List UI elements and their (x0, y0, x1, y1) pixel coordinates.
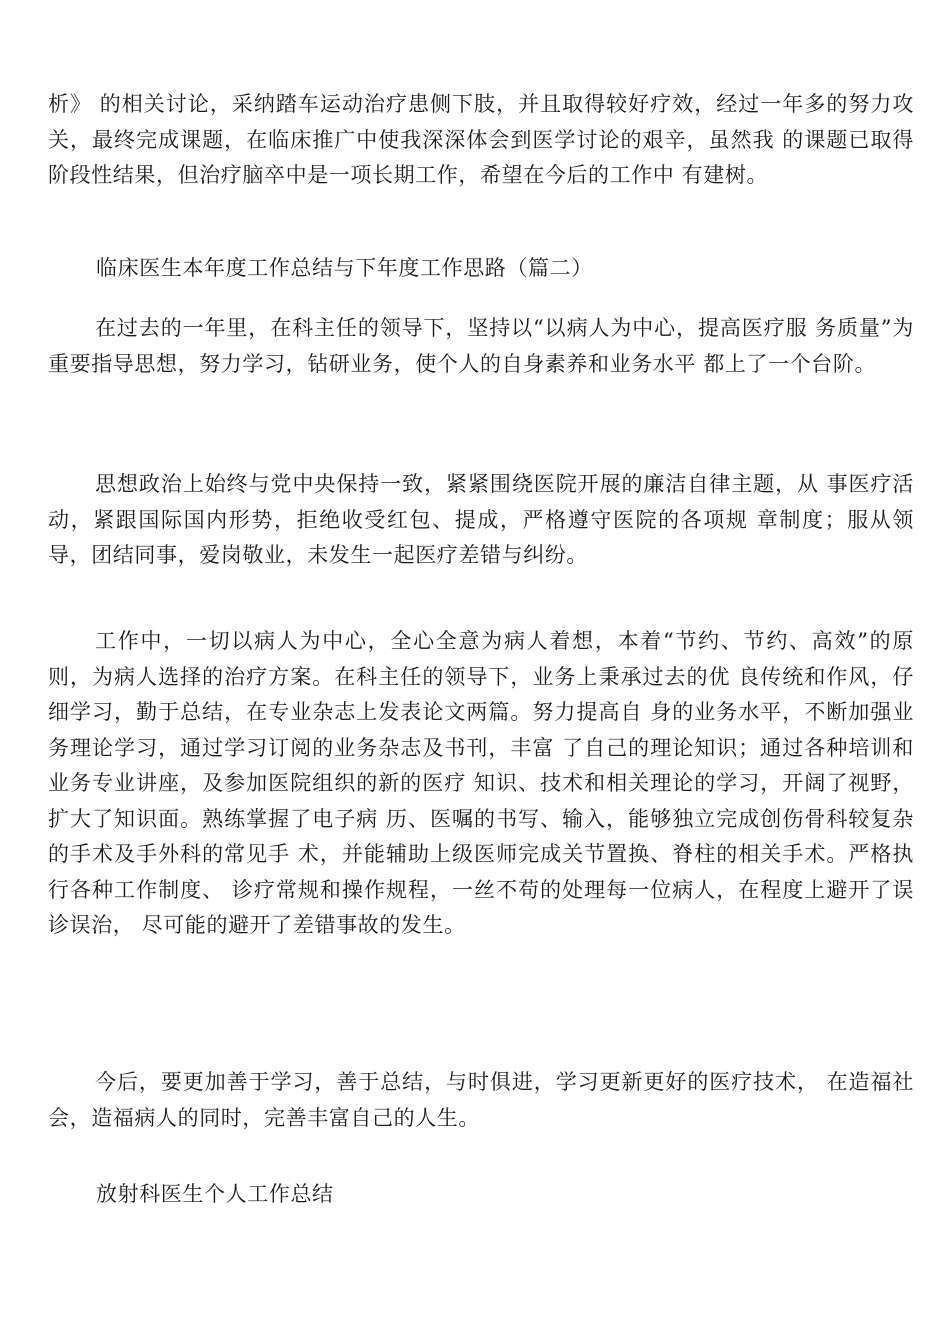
paragraph-future: 今后，要更加善于学习，善于总结，与时俱进，学习更新更好的医疗技术， 在造福社会，造福病人的同时，完善丰富自己的人生。 (48, 1070, 914, 1130)
section-heading-part-two: 临床医生本年度工作总结与下年度工作思路（篇二） (96, 256, 593, 280)
paragraph-continuation: 析》 的相关讨论，采纳踏车运动治疗患侧下肢，并且取得较好疗效，经过一年多的努力攻关，最终完成课题，在临床推广中使我深深体会到医学讨论的艰辛，虽然我 的课题已取得阶段性结果，但治疗脑卒中是一项长期工作，希望在今后的工作中 有建树。 (48, 92, 914, 187)
paragraph-work: 工作中，一切以病人为中心，全心全意为病人着想，本着“节约、节约、高效”的原则，为病人选择的治疗方案。在科主任的领导下，业务上秉承过去的优 良传统和作风，仔细学习，勤于总结，在专业杂志上发表论文两篇。努力提高自 身的业务水平，不断加强业务理论学习，通过学习订阅的业务杂志及书刊，丰富 了自己的理论知识；通过各种培训和业务专业讲座，及参加医院组织的新的医疗 知识、技术和相关理论的学习，开阔了视野，扩大了知识面。熟练掌握了电子病 历、医嘱的书写、输入，能够独立完成创伤骨科较复杂的手术及手外科的常见手 术，并能辅助上级医师完成关节置换、脊柱的相关手术。严格执行各种工作制度、 诊疗常规和操作规程，一丝不苟的处理每一位病人，在程度上避开了误诊误治， 尽可能的避开了差错事故的发生。 (48, 629, 914, 937)
paragraph-political: 思想政治上始终与党中央保持一致，紧紧围绕医院开展的廉洁自律主题，从 事医疗活动，紧跟国际国内形势，拒绝收受红包、提成，严格遵守医院的各项规 章制度；服从领导，团结同事，爱岗敬业，未发生一起医疗差错与纠纷。 (48, 472, 914, 567)
paragraph-intro: 在过去的一年里，在科主任的领导下，坚持以“以病人为中心，提高医疗服 务质量”为重要指导思想，努力学习，钻研业务，使个人的自身素养和业务水平 都上了一个台阶。 (48, 316, 914, 376)
section-heading-radiology: 放射科医生个人工作总结 (96, 1182, 334, 1206)
